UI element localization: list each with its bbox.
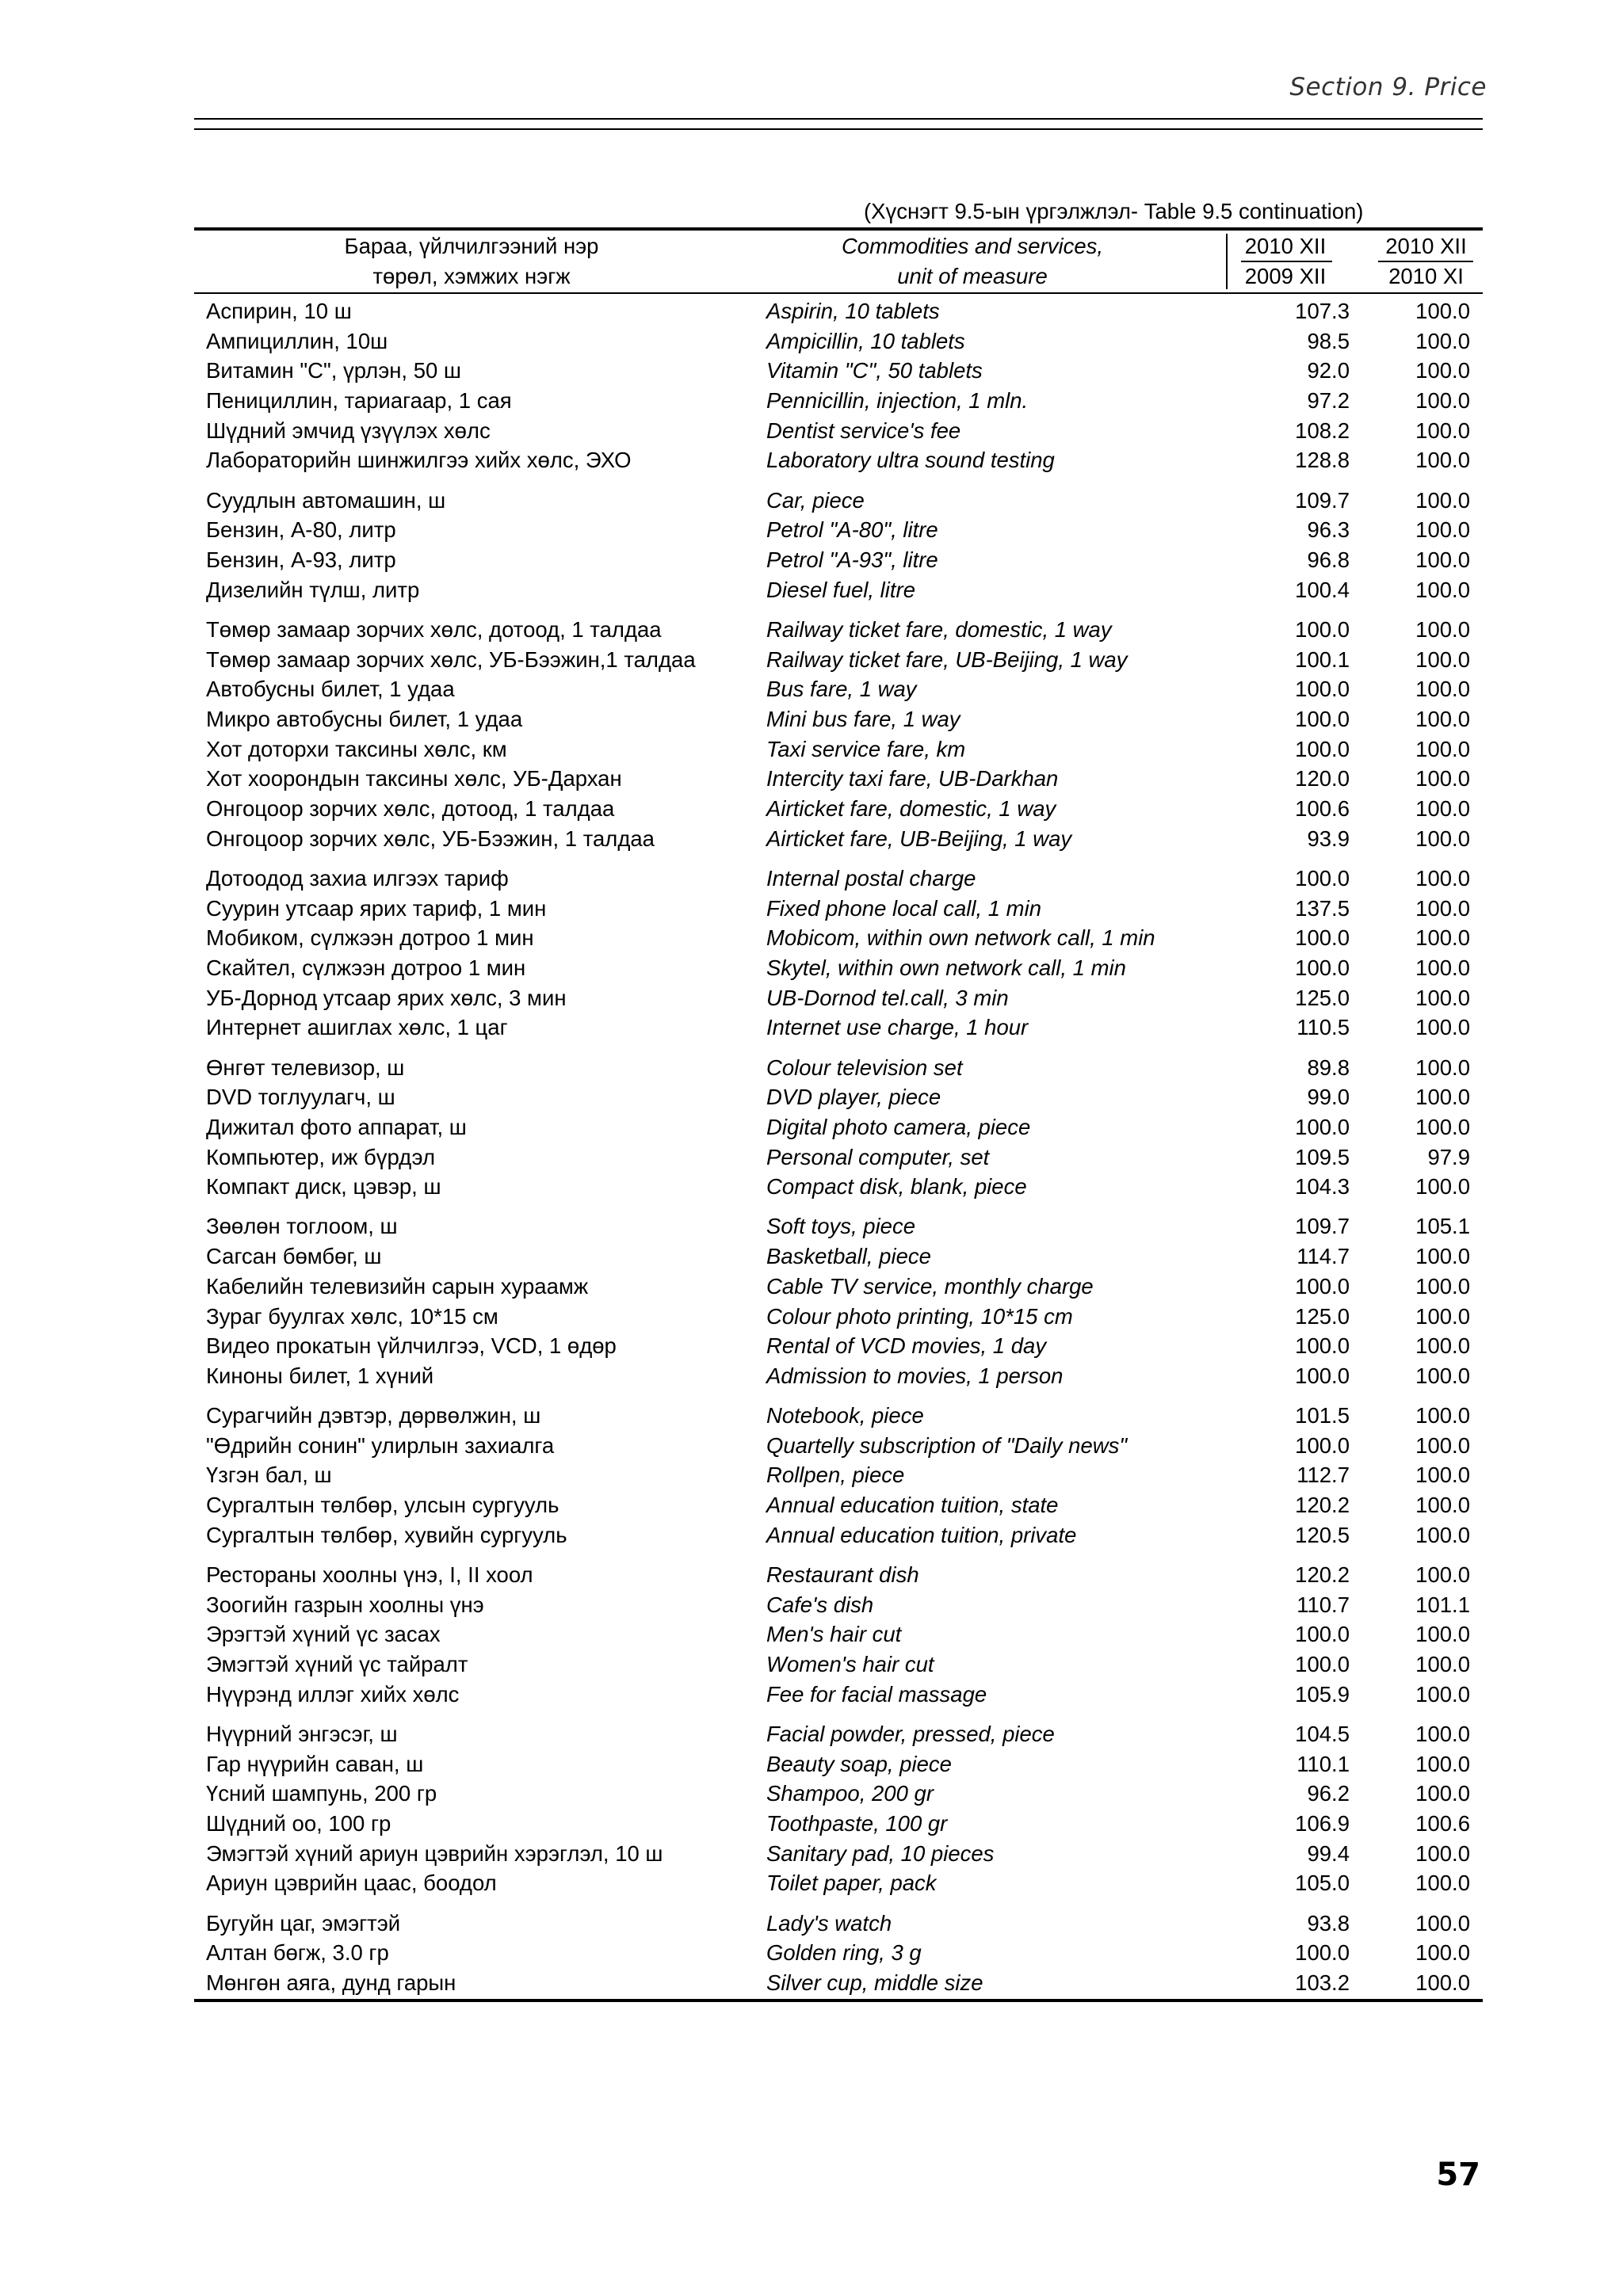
row-index-yoy: 105.9 xyxy=(1295,1681,1350,1707)
row-index-yoy: 109.7 xyxy=(1295,1214,1350,1239)
row-index-mom: 97.9 xyxy=(1427,1144,1470,1169)
table-row xyxy=(194,1680,1483,1711)
row-commodity-mn: Хот доторхи таксины хөлс, км xyxy=(206,736,507,761)
row-commodity-mn: Бугуйн цаг, эмэгтэй xyxy=(206,1910,401,1936)
table-row xyxy=(194,486,1483,517)
row-index-mom: 100.0 xyxy=(1415,1015,1470,1040)
table-row xyxy=(194,1083,1483,1113)
table-row xyxy=(194,1143,1483,1173)
row-commodity-en: Colour photo printing, 10*15 cm xyxy=(766,1303,1073,1329)
row-commodity-en: Petrol "A-80", litre xyxy=(766,517,938,543)
row-commodity-en: Pennicillin, injection, 1 mln. xyxy=(766,388,1029,414)
table-row xyxy=(194,1402,1483,1432)
row-commodity-en: Mobicom, within own network call, 1 min xyxy=(766,925,1155,951)
row-index-yoy: 104.3 xyxy=(1295,1174,1350,1199)
row-index-mom: 100.0 xyxy=(1415,1781,1470,1806)
row-index-mom: 100.0 xyxy=(1415,1085,1470,1110)
row-index-yoy: 110.1 xyxy=(1296,1751,1350,1776)
row-commodity-mn: Лабораторийн шинжилгээ хийх хөлс, ЭХО xyxy=(206,448,632,473)
row-commodity-mn: Видео прокатын үйлчилгээ, VCD, 1 өдөр xyxy=(206,1333,617,1359)
row-commodity-mn: Ариун цэврийн цаас, боодол xyxy=(206,1871,497,1896)
row-commodity-en: Golden ring, 3 g xyxy=(766,1940,922,1966)
row-index-mom: 100.0 xyxy=(1415,1622,1470,1647)
row-commodity-mn: Киноны билет, 1 хүний xyxy=(206,1363,434,1388)
row-index-mom: 100.0 xyxy=(1415,487,1470,513)
row-commodity-mn: Хот хоорондын таксины хөлс, УБ-Дархан xyxy=(206,766,622,791)
row-commodity-en: DVD player, piece xyxy=(766,1085,941,1110)
row-index-yoy: 101.5 xyxy=(1295,1403,1350,1428)
table-row xyxy=(194,1521,1483,1551)
table-row xyxy=(194,1869,1483,1899)
row-commodity-en: Skytel, within own network call, 1 min xyxy=(766,955,1126,980)
row-commodity-en: Rollpen, piece xyxy=(766,1463,905,1488)
row-commodity-mn: Эмэгтэй хүний үс тайралт xyxy=(206,1652,468,1677)
table-row xyxy=(194,387,1483,417)
row-commodity-mn: Нүүрэнд иллэг хийх хөлс xyxy=(206,1681,460,1707)
row-index-mom: 100.0 xyxy=(1415,616,1470,642)
row-index-mom: 100.0 xyxy=(1415,865,1470,891)
row-commodity-mn: Онгоцоор зорчих хөлс, дотоод, 1 талдаа xyxy=(206,796,615,821)
row-index-yoy: 109.5 xyxy=(1295,1144,1350,1169)
row-index-mom: 100.0 xyxy=(1415,1681,1470,1707)
row-index-yoy: 120.2 xyxy=(1295,1493,1350,1518)
row-commodity-en: Vitamin "C", 50 tablets xyxy=(766,358,983,383)
table-row xyxy=(194,1302,1483,1333)
row-commodity-mn: Дижитал фото аппарат, ш xyxy=(206,1114,467,1139)
row-index-mom: 100.0 xyxy=(1415,1463,1470,1488)
table-row xyxy=(194,984,1483,1014)
table-row xyxy=(194,1013,1483,1043)
row-index-yoy: 100.0 xyxy=(1295,1622,1350,1647)
row-commodity-mn: Үзгэн бал, ш xyxy=(206,1463,332,1488)
row-commodity-en: Internet use charge, 1 hour xyxy=(766,1015,1029,1040)
row-index-mom: 100.0 xyxy=(1415,1970,1470,1995)
row-commodity-en: Mini bus fare, 1 way xyxy=(766,706,960,731)
row-index-mom: 100.0 xyxy=(1415,955,1470,980)
row-index-mom: 100.0 xyxy=(1415,1562,1470,1587)
row-index-yoy: 110.5 xyxy=(1296,1015,1350,1040)
row-commodity-en: Notebook, piece xyxy=(766,1403,924,1428)
row-index-yoy: 89.8 xyxy=(1307,1055,1350,1080)
row-index-yoy: 120.2 xyxy=(1295,1562,1350,1587)
table-row xyxy=(194,864,1483,894)
row-commodity-en: Fixed phone local call, 1 min xyxy=(766,895,1041,921)
row-index-yoy: 105.0 xyxy=(1295,1871,1350,1896)
table-row xyxy=(194,1779,1483,1810)
row-index-yoy: 107.3 xyxy=(1295,299,1350,323)
row-index-mom: 100.0 xyxy=(1415,388,1470,414)
table-body xyxy=(194,294,1483,1999)
row-index-mom: 100.0 xyxy=(1415,895,1470,921)
row-commodity-mn: Витамин "С", үрлэн, 50 ш xyxy=(206,358,461,383)
row-commodity-mn: Эмэгтэй хүний ариун цэврийн хэрэглэл, 10 ш xyxy=(206,1840,663,1866)
row-commodity-mn: Онгоцоор зорчих хөлс, УБ-Бээжин, 1 талдаа xyxy=(206,826,655,851)
row-index-mom: 100.0 xyxy=(1415,1303,1470,1329)
row-index-mom: 100.0 xyxy=(1415,826,1470,851)
row-commodity-en: Women's hair cut xyxy=(766,1652,934,1677)
row-index-mom: 100.0 xyxy=(1415,766,1470,791)
row-index-mom: 100.0 xyxy=(1415,796,1470,821)
row-commodity-en: Ampicillin, 10 tablets xyxy=(766,328,965,353)
row-index-mom: 100.0 xyxy=(1415,677,1470,702)
table-row xyxy=(194,576,1483,606)
row-commodity-mn: Үсний шампунь, 200 гр xyxy=(206,1781,437,1806)
row-index-mom: 100.0 xyxy=(1415,328,1470,353)
row-commodity-mn: Ампициллин, 10ш xyxy=(206,328,388,353)
header-col1-bottom: 2009 XII xyxy=(1244,264,1327,288)
row-commodity-en: Annual education tuition, private xyxy=(766,1522,1077,1547)
row-index-yoy: 112.7 xyxy=(1296,1463,1350,1488)
row-index-yoy: 96.8 xyxy=(1307,547,1350,572)
row-index-yoy: 120.5 xyxy=(1295,1522,1350,1547)
row-index-mom: 100.0 xyxy=(1415,1721,1470,1746)
table-header xyxy=(194,231,1483,292)
table-row xyxy=(194,1362,1483,1392)
row-index-yoy: 100.0 xyxy=(1295,616,1350,642)
row-commodity-mn: DVD тоглуулагч, ш xyxy=(206,1085,395,1110)
row-index-yoy: 100.0 xyxy=(1295,925,1350,951)
row-index-mom: 100.0 xyxy=(1415,925,1470,951)
table-row xyxy=(194,1272,1483,1302)
table-row xyxy=(194,675,1483,705)
group-gap xyxy=(194,1899,1483,1909)
row-index-yoy: 97.2 xyxy=(1307,388,1350,414)
table-row xyxy=(194,1720,1483,1750)
row-commodity-mn: Бензин, А-93, литр xyxy=(206,547,396,572)
group-gap xyxy=(194,1043,1483,1054)
group-gap xyxy=(194,1203,1483,1213)
row-index-mom: 100.0 xyxy=(1415,646,1470,672)
row-index-yoy: 128.8 xyxy=(1295,448,1350,473)
price-index-table xyxy=(194,227,1483,2002)
row-index-mom: 100.0 xyxy=(1415,706,1470,731)
row-index-yoy: 100.0 xyxy=(1295,1114,1350,1139)
header-col2-bottom: 2010 XI xyxy=(1388,264,1464,288)
row-index-yoy: 120.0 xyxy=(1295,766,1350,791)
row-commodity-en: Facial powder, pressed, piece xyxy=(766,1721,1055,1746)
table-row xyxy=(194,516,1483,546)
row-commodity-mn: Нүүрний энгэсэг, ш xyxy=(206,1721,398,1746)
group-gap xyxy=(194,1551,1483,1562)
row-commodity-mn: Зөөлөн тоглоом, ш xyxy=(206,1214,398,1239)
table-row xyxy=(194,1212,1483,1242)
row-commodity-en: Admission to movies, 1 person xyxy=(766,1363,1064,1388)
group-gap xyxy=(194,605,1483,616)
row-index-yoy: 106.9 xyxy=(1295,1811,1350,1836)
row-commodity-en: Bus fare, 1 way xyxy=(766,677,917,702)
row-index-yoy: 96.2 xyxy=(1307,1781,1350,1806)
row-index-mom: 101.1 xyxy=(1415,1592,1470,1617)
row-commodity-en: Aspirin, 10 tablets xyxy=(766,299,940,323)
row-index-mom: 100.0 xyxy=(1415,418,1470,443)
row-commodity-en: Airticket fare, UB-Beijing, 1 way xyxy=(766,826,1072,851)
header-divider xyxy=(1226,234,1228,289)
row-index-mom: 100.0 xyxy=(1415,547,1470,572)
row-commodity-en: Digital photo camera, piece xyxy=(766,1114,1031,1139)
table-row xyxy=(194,1561,1483,1591)
header-en-line2: unit of measure xyxy=(897,264,1048,288)
row-commodity-en: Fee for facial massage xyxy=(766,1681,987,1707)
row-index-mom: 100.0 xyxy=(1415,299,1470,323)
row-commodity-en: Laboratory ultra sound testing xyxy=(766,448,1055,473)
row-commodity-mn: Өнгөт телевизор, ш xyxy=(206,1055,405,1080)
row-index-mom: 100.0 xyxy=(1415,517,1470,543)
row-commodity-mn: Скайтел, сүлжээн дотроо 1 мин xyxy=(206,955,526,980)
header-mn-line2: төрөл, хэмжих нэгж xyxy=(372,264,571,288)
row-index-mom: 105.1 xyxy=(1415,1214,1470,1239)
page-number: 57 xyxy=(1436,2157,1480,2193)
row-index-yoy: 108.2 xyxy=(1295,418,1350,443)
table-row xyxy=(194,616,1483,646)
table-row xyxy=(194,924,1483,954)
row-index-mom: 100.0 xyxy=(1415,1363,1470,1388)
section-header: Section 9. Price xyxy=(1289,73,1487,101)
header-rule-bottom xyxy=(194,128,1483,130)
row-index-yoy: 100.0 xyxy=(1295,1363,1350,1388)
row-commodity-mn: Эрэгтэй хүний үс засах xyxy=(206,1622,441,1647)
row-index-yoy: 125.0 xyxy=(1295,1303,1350,1329)
row-index-mom: 100.0 xyxy=(1415,1522,1470,1547)
row-index-mom: 100.0 xyxy=(1415,1652,1470,1677)
table-row xyxy=(194,1461,1483,1491)
table-caption: (Хүснэгт 9.5-ын үргэлжлэл- Table 9.5 continuation) xyxy=(864,199,1364,223)
row-index-mom: 100.0 xyxy=(1415,1940,1470,1966)
table-row xyxy=(194,1173,1483,1203)
row-commodity-en: Railway ticket fare, domestic, 1 way xyxy=(766,616,1112,642)
group-gap xyxy=(194,1710,1483,1720)
row-commodity-en: Internal postal charge xyxy=(766,865,976,891)
row-index-mom: 100.0 xyxy=(1415,358,1470,383)
table-row xyxy=(194,705,1483,735)
row-commodity-mn: Суудлын автомашин, ш xyxy=(206,487,446,513)
row-index-mom: 100.0 xyxy=(1415,1871,1470,1896)
row-index-yoy: 99.0 xyxy=(1307,1085,1350,1110)
row-commodity-mn: Кабелийн телевизийн сарын хураамж xyxy=(206,1273,589,1299)
row-index-mom: 100.0 xyxy=(1415,1493,1470,1518)
row-commodity-en: Colour television set xyxy=(766,1055,963,1080)
row-commodity-mn: Дотоодод захиа илгээх тариф xyxy=(206,865,509,891)
row-index-yoy: 96.3 xyxy=(1307,517,1350,543)
row-commodity-mn: Төмөр замаар зорчих хөлс, дотоод, 1 талдаа xyxy=(206,616,662,642)
row-index-yoy: 100.0 xyxy=(1295,1652,1350,1677)
row-commodity-mn: Микро автобусны билет, 1 удаа xyxy=(206,706,523,731)
row-commodity-mn: Сургалтын төлбөр, улсын сургууль xyxy=(206,1493,559,1518)
row-commodity-mn: Суурин утсаар ярих тариф, 1 мин xyxy=(206,895,547,921)
table-row xyxy=(194,1620,1483,1650)
row-index-mom: 100.6 xyxy=(1415,1811,1470,1836)
row-commodity-mn: УБ-Дорнод утсаар ярих хөлс, 3 мин xyxy=(206,985,567,1010)
row-index-yoy: 114.7 xyxy=(1296,1244,1350,1269)
table-row xyxy=(194,357,1483,387)
row-commodity-en: Petrol "A-93", litre xyxy=(766,547,938,572)
row-index-yoy: 125.0 xyxy=(1295,985,1350,1010)
header-col1-top: 2010 XII xyxy=(1244,234,1327,258)
row-index-yoy: 100.0 xyxy=(1295,706,1350,731)
row-index-yoy: 109.7 xyxy=(1295,487,1350,513)
table-row xyxy=(194,1840,1483,1870)
table-row xyxy=(194,825,1483,855)
row-commodity-mn: Мөнгөн аяга, дунд гарын xyxy=(206,1970,456,1995)
row-index-yoy: 98.5 xyxy=(1307,328,1350,353)
row-commodity-en: Toothpaste, 100 gr xyxy=(766,1811,948,1836)
row-commodity-en: Silver cup, middle size xyxy=(766,1970,983,1995)
row-index-yoy: 100.0 xyxy=(1295,1333,1350,1359)
row-index-mom: 100.0 xyxy=(1415,1432,1470,1458)
table-row xyxy=(194,1650,1483,1680)
row-commodity-en: Shampoo, 200 gr xyxy=(766,1781,934,1806)
row-index-mom: 100.0 xyxy=(1415,1910,1470,1936)
table-row xyxy=(194,297,1483,327)
row-commodity-en: Diesel fuel, litre xyxy=(766,577,915,602)
row-index-yoy: 104.5 xyxy=(1295,1721,1350,1746)
row-index-yoy: 93.8 xyxy=(1307,1910,1350,1936)
row-commodity-en: Quartelly subscription of "Daily news" xyxy=(766,1432,1128,1458)
table-row xyxy=(194,446,1483,476)
row-commodity-mn: Компакт диск, цэвэр, ш xyxy=(206,1174,441,1199)
row-commodity-en: Beauty soap, piece xyxy=(766,1751,952,1776)
row-commodity-en: Personal computer, set xyxy=(766,1144,990,1169)
row-commodity-en: Sanitary pad, 10 pieces xyxy=(766,1840,995,1866)
row-index-yoy: 100.6 xyxy=(1295,796,1350,821)
group-gap xyxy=(194,476,1483,486)
row-commodity-mn: Мобиком, сүлжээн дотроо 1 мин xyxy=(206,925,534,951)
row-commodity-en: Annual education tuition, state xyxy=(766,1493,1059,1518)
row-index-yoy: 100.0 xyxy=(1295,677,1350,702)
table-row xyxy=(194,795,1483,825)
row-commodity-en: Basketball, piece xyxy=(766,1244,931,1269)
table-row xyxy=(194,646,1483,676)
row-commodity-mn: Аспирин, 10 ш xyxy=(206,299,352,323)
row-index-yoy: 100.1 xyxy=(1295,646,1350,672)
row-index-mom: 100.0 xyxy=(1415,1055,1470,1080)
row-commodity-en: Taxi service fare, km xyxy=(766,736,966,761)
header-en-line1: Commodities and services, xyxy=(841,234,1104,258)
row-index-yoy: 100.0 xyxy=(1295,1940,1350,1966)
row-commodity-en: Soft toys, piece xyxy=(766,1214,916,1239)
row-commodity-mn: Автобусны билет, 1 удаа xyxy=(206,677,455,702)
row-index-yoy: 92.0 xyxy=(1307,358,1350,383)
table-row xyxy=(194,1969,1483,1999)
row-commodity-mn: Бензин, А-80, литр xyxy=(206,517,396,543)
row-commodity-mn: Дизелийн түлш, литр xyxy=(206,577,420,602)
table-row xyxy=(194,417,1483,447)
row-commodity-mn: Интернет ашиглах хөлс, 1 цаг xyxy=(206,1015,508,1040)
row-commodity-mn: Зоогийн газрын хоолны үнэ xyxy=(206,1592,484,1617)
row-index-yoy: 100.0 xyxy=(1295,736,1350,761)
row-index-mom: 100.0 xyxy=(1415,1174,1470,1199)
table-row xyxy=(194,1591,1483,1621)
row-index-mom: 100.0 xyxy=(1415,985,1470,1010)
row-commodity-mn: Компьютер, иж бүрдэл xyxy=(206,1144,436,1169)
table-bottom-rule xyxy=(194,1999,1483,2002)
row-index-mom: 100.0 xyxy=(1415,448,1470,473)
row-index-mom: 100.0 xyxy=(1415,1273,1470,1299)
row-commodity-en: Airticket fare, domestic, 1 way xyxy=(766,796,1056,821)
row-commodity-mn: Сагсан бөмбөг, ш xyxy=(206,1244,382,1269)
row-index-yoy: 137.5 xyxy=(1295,895,1350,921)
table-row xyxy=(194,546,1483,576)
row-commodity-mn: Гар нүүрийн саван, ш xyxy=(206,1751,424,1776)
row-index-yoy: 103.2 xyxy=(1295,1970,1350,1995)
header-col2-underline xyxy=(1378,261,1473,262)
row-commodity-mn: Шүдний оо, 100 гр xyxy=(206,1811,391,1836)
row-commodity-mn: "Өдрийн сонин" улирлын захиалга xyxy=(206,1432,555,1458)
row-commodity-en: UB-Dornod tel.call, 3 min xyxy=(766,985,1009,1010)
table-row xyxy=(194,765,1483,795)
table-row xyxy=(194,1113,1483,1143)
row-commodity-en: Cable TV service, monthly charge xyxy=(766,1273,1094,1299)
row-index-mom: 100.0 xyxy=(1415,1333,1470,1359)
row-index-yoy: 100.0 xyxy=(1295,865,1350,891)
row-index-mom: 100.0 xyxy=(1415,1114,1470,1139)
row-index-mom: 100.0 xyxy=(1415,1751,1470,1776)
row-commodity-en: Dentist service's fee xyxy=(766,418,961,443)
group-gap xyxy=(194,854,1483,864)
row-index-mom: 100.0 xyxy=(1415,577,1470,602)
row-index-yoy: 93.9 xyxy=(1307,826,1350,851)
row-commodity-mn: Сургалтын төлбөр, хувийн сургууль xyxy=(206,1522,567,1547)
row-commodity-mn: Зураг буулгах хөлс, 10*15 см xyxy=(206,1303,498,1329)
table-row xyxy=(194,1909,1483,1939)
table-row xyxy=(194,735,1483,765)
table-row xyxy=(194,1332,1483,1362)
row-commodity-en: Car, piece xyxy=(766,487,865,513)
table-row xyxy=(194,1939,1483,1969)
row-commodity-mn: Шүдний эмчид үзүүлэх хөлс xyxy=(206,418,491,443)
row-index-yoy: 100.4 xyxy=(1295,577,1350,602)
row-index-yoy: 100.0 xyxy=(1295,955,1350,980)
group-gap xyxy=(194,1392,1483,1402)
row-commodity-mn: Төмөр замаар зорчих хөлс, УБ-Бээжин,1 талдаа xyxy=(206,646,696,672)
table-row xyxy=(194,327,1483,357)
row-commodity-mn: Алтан бөгж, 3.0 гр xyxy=(206,1940,389,1966)
row-commodity-mn: Рестораны хоолны үнэ, I, II хоол xyxy=(206,1562,533,1587)
row-commodity-en: Intercity taxi fare, UB-Darkhan xyxy=(766,766,1059,791)
row-commodity-mn: Сурагчийн дэвтэр, дөрвөлжин, ш xyxy=(206,1403,541,1428)
table-row xyxy=(194,1491,1483,1521)
row-index-yoy: 100.0 xyxy=(1295,1273,1350,1299)
row-commodity-en: Compact disk, blank, piece xyxy=(766,1174,1027,1199)
row-commodity-mn: Пенициллин, тариагаар, 1 сая xyxy=(206,388,512,414)
row-commodity-en: Rental of VCD movies, 1 day xyxy=(766,1333,1047,1359)
row-commodity-en: Cafe's dish xyxy=(766,1592,874,1617)
table-row xyxy=(194,1242,1483,1272)
table-row xyxy=(194,1810,1483,1840)
row-commodity-en: Lady's watch xyxy=(766,1910,892,1936)
row-index-mom: 100.0 xyxy=(1415,1244,1470,1269)
row-commodity-en: Toilet paper, pack xyxy=(766,1871,937,1896)
row-index-mom: 100.0 xyxy=(1415,1840,1470,1866)
row-commodity-en: Men's hair cut xyxy=(766,1622,902,1647)
table-row xyxy=(194,1750,1483,1780)
table-row xyxy=(194,894,1483,925)
table-row xyxy=(194,1432,1483,1462)
row-index-mom: 100.0 xyxy=(1415,1403,1470,1428)
row-index-mom: 100.0 xyxy=(1415,736,1470,761)
row-index-yoy: 99.4 xyxy=(1307,1840,1350,1866)
header-mn-line1: Бараа, үйлчилгээний нэр xyxy=(344,234,599,258)
table-row xyxy=(194,1054,1483,1084)
row-commodity-en: Railway ticket fare, UB-Beijing, 1 way xyxy=(766,646,1128,672)
row-index-yoy: 100.0 xyxy=(1295,1432,1350,1458)
header-rule-top xyxy=(194,118,1483,120)
header-col2-top: 2010 XII xyxy=(1385,234,1467,258)
row-index-yoy: 110.7 xyxy=(1296,1592,1350,1617)
header-col1-underline xyxy=(1241,261,1332,262)
row-commodity-en: Restaurant dish xyxy=(766,1562,919,1587)
table-row xyxy=(194,954,1483,984)
